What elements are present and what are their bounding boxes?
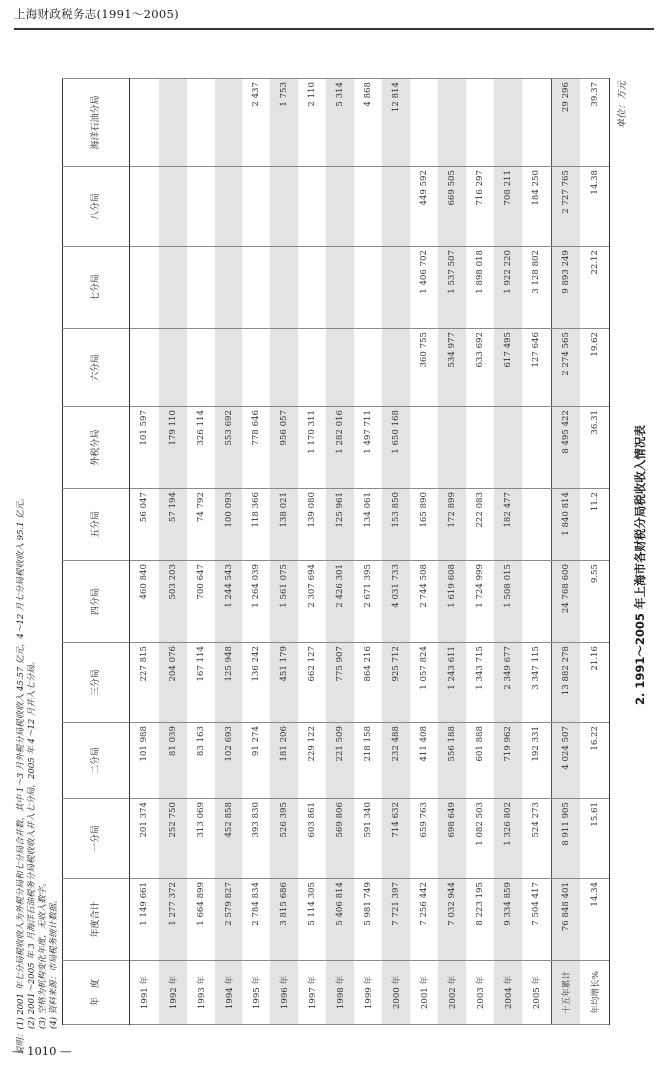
table-cell: 4 868 — [354, 79, 382, 167]
table-cell — [130, 329, 159, 407]
table-cell: 153 850 — [382, 489, 410, 561]
table-cell: 700 647 — [187, 561, 215, 643]
unit-label: 单位：万元 — [617, 81, 628, 129]
table-cell — [382, 247, 410, 329]
table-cell: 3 128 802 — [522, 247, 551, 329]
row-label: 2005 年 — [522, 961, 551, 1025]
table-cell: 36.31 — [580, 407, 609, 489]
table-row — [410, 79, 438, 1025]
row-label: 1999 年 — [354, 961, 382, 1025]
table-cell: 221 509 — [326, 723, 354, 799]
table-cell: 1 840 814 — [551, 489, 580, 561]
table-cell: 1 326 802 — [494, 799, 522, 879]
column-header: 二分局 — [63, 723, 130, 799]
table-cell: 1 724 999 — [466, 561, 494, 643]
table-row — [159, 79, 187, 1025]
table-cell: 125 961 — [326, 489, 354, 561]
table-cell: 2 437 — [242, 79, 270, 167]
table-cell: 222 083 — [466, 489, 494, 561]
table-cell: 2 727 765 — [551, 167, 580, 247]
table-row — [130, 79, 159, 1025]
table-cell: 659 763 — [410, 799, 438, 879]
table-row — [551, 79, 580, 1025]
table-cell: 2 349 677 — [494, 643, 522, 723]
row-label: 1995 年 — [242, 961, 270, 1025]
table-cell: 1 243 611 — [438, 643, 466, 723]
table-cell: 8 911 905 — [551, 799, 580, 879]
table-cell: 13 882 278 — [551, 643, 580, 723]
table-cell: 556 188 — [438, 723, 466, 799]
table-cell: 925 712 — [382, 643, 410, 723]
table-row — [494, 79, 522, 1025]
table-cell — [215, 79, 243, 167]
table-cell: 775 907 — [326, 643, 354, 723]
table-cell: 708 211 — [494, 167, 522, 247]
table-cell — [466, 79, 494, 167]
table-cell — [438, 79, 466, 167]
table-cell: 9 334 859 — [494, 879, 522, 961]
table-cell: 218 158 — [354, 723, 382, 799]
table-cell — [270, 167, 298, 247]
column-header: 八分局 — [63, 167, 130, 247]
table-cell — [298, 167, 326, 247]
table-cell — [242, 329, 270, 407]
table-cell: 1 149 661 — [130, 879, 159, 961]
table-cell: 1 561 075 — [270, 561, 298, 643]
note-line: 说明：(1) 2001 年七分局税收收入为外税分局和七分局合并数，其中 1～3 月外税分局税收收入 45.57 亿元，4～12 月七分局税收收入 95.1 亿元。 — [16, 493, 26, 1055]
table-cell: 553 692 — [215, 407, 243, 489]
table-cell: 1 282 016 — [326, 407, 354, 489]
table-row — [298, 79, 326, 1025]
table-cell: 3 815 686 — [270, 879, 298, 961]
table-cell — [159, 167, 187, 247]
table-cell: 83 163 — [187, 723, 215, 799]
table-cell: 4 024 507 — [551, 723, 580, 799]
table-cell — [382, 167, 410, 247]
row-label: 2000 年 — [382, 961, 410, 1025]
table-cell: 864 216 — [354, 643, 382, 723]
table-cell: 204 076 — [159, 643, 187, 723]
table-cell: 719 962 — [494, 723, 522, 799]
table-cell: 19.62 — [580, 329, 609, 407]
table-cell: 21.16 — [580, 643, 609, 723]
table-cell: 7 721 397 — [382, 879, 410, 961]
table-cell: 1 898 018 — [466, 247, 494, 329]
running-head: 上海财政税务志(1991～2005) — [14, 7, 179, 21]
table-cell — [354, 329, 382, 407]
table-cell — [242, 167, 270, 247]
table-cell: 313 069 — [187, 799, 215, 879]
note-line: (3) 空格为机构变化年度，无收入数字。 — [38, 878, 48, 1029]
note-line: (4) 资料来源：市局税务统计数据。 — [49, 895, 59, 1029]
table-cell — [159, 329, 187, 407]
table-cell: 5 314 — [326, 79, 354, 167]
table-cell — [130, 167, 159, 247]
table-cell — [382, 329, 410, 407]
column-header: 五分局 — [63, 489, 130, 561]
table-cell: 2 579 827 — [215, 879, 243, 961]
column-header: 六分局 — [63, 329, 130, 407]
table-row — [466, 79, 494, 1025]
table-cell: 101 988 — [130, 723, 159, 799]
table-row — [522, 79, 551, 1025]
table-cell: 134 061 — [354, 489, 382, 561]
table-cell: 9 893 249 — [551, 247, 580, 329]
table-cell — [159, 247, 187, 329]
table-cell — [298, 329, 326, 407]
table-cell: 449 592 — [410, 167, 438, 247]
table-row — [326, 79, 354, 1025]
table-cell — [522, 407, 551, 489]
table-cell: 526 395 — [270, 799, 298, 879]
table-cell: 2 307 694 — [298, 561, 326, 643]
table-cell: 1 277 372 — [159, 879, 187, 961]
table-cell: 5 114 305 — [298, 879, 326, 961]
table-title: 2. 1991～2005 年上海市各财税分局税收收入情况表 — [633, 425, 647, 705]
table-cell — [326, 167, 354, 247]
table-cell: 503 203 — [159, 561, 187, 643]
table-cell — [187, 79, 215, 167]
table-cell: 534 977 — [438, 329, 466, 407]
table-cell — [522, 489, 551, 561]
table-row — [354, 79, 382, 1025]
table-cell: 3 347 115 — [522, 643, 551, 723]
table-cell: 524 273 — [522, 799, 551, 879]
page-number: — 1010 — — [12, 1044, 72, 1058]
table-cell: 165 890 — [410, 489, 438, 561]
table-cell: 1 508 015 — [494, 561, 522, 643]
row-label: 1994 年 — [215, 961, 243, 1025]
table-cell: 1 343 715 — [466, 643, 494, 723]
table-cell: 1 650 168 — [382, 407, 410, 489]
table-cell — [298, 247, 326, 329]
table-cell: 7 504 417 — [522, 879, 551, 961]
table-cell: 714 632 — [382, 799, 410, 879]
table-row — [270, 79, 298, 1025]
table-cell: 8 495 422 — [551, 407, 580, 489]
row-label: 2002 年 — [438, 961, 466, 1025]
table-cell — [159, 79, 187, 167]
column-header: 七分局 — [63, 247, 130, 329]
row-label: 2001 年 — [410, 961, 438, 1025]
table-cell — [130, 79, 159, 167]
table-cell: 24 768 600 — [551, 561, 580, 643]
table-cell: 167 114 — [187, 643, 215, 723]
note-line: (2) 2001～2005 年 3 月海洋石油税务分局税收收入并入七分局，2005 年 4～12 月并入七分局。 — [27, 656, 37, 1029]
column-header: 一分局 — [63, 799, 130, 879]
table-cell: 669 505 — [438, 167, 466, 247]
table-cell: 591 340 — [354, 799, 382, 879]
table-cell: 232 488 — [382, 723, 410, 799]
table-cell: 1 244 543 — [215, 561, 243, 643]
table-body — [130, 79, 610, 1025]
table-cell — [354, 247, 382, 329]
table-cell: 182 477 — [494, 489, 522, 561]
table-cell: 57 194 — [159, 489, 187, 561]
table-cell: 778 646 — [242, 407, 270, 489]
table-row — [215, 79, 243, 1025]
table-cell: 452 858 — [215, 799, 243, 879]
table-cell: 411 408 — [410, 723, 438, 799]
table-cell: 8 223 195 — [466, 879, 494, 961]
row-label: 十五年累计 — [551, 961, 580, 1025]
table-cell: 1 406 702 — [410, 247, 438, 329]
table-cell: 393 830 — [242, 799, 270, 879]
table-cell: 1 619 608 — [438, 561, 466, 643]
row-label: 1998 年 — [326, 961, 354, 1025]
table-cell: 11.2 — [580, 489, 609, 561]
table-cell: 633 692 — [466, 329, 494, 407]
header-rule — [14, 28, 654, 30]
table-cell: 102 693 — [215, 723, 243, 799]
row-label: 1992 年 — [159, 961, 187, 1025]
table-cell: 1 057 824 — [410, 643, 438, 723]
table-cell: 617 495 — [494, 329, 522, 407]
table-cell — [187, 167, 215, 247]
table-cell: 9.55 — [580, 561, 609, 643]
table-cell: 1 537 507 — [438, 247, 466, 329]
table-cell — [466, 407, 494, 489]
table-row — [382, 79, 410, 1025]
table-cell: 252 750 — [159, 799, 187, 879]
table-cell: 181 206 — [270, 723, 298, 799]
table-cell: 662 127 — [298, 643, 326, 723]
table-cell: 569 806 — [326, 799, 354, 879]
table-cell — [326, 247, 354, 329]
table-cell: 201 374 — [130, 799, 159, 879]
table-cell: 601 888 — [466, 723, 494, 799]
column-header: 年 度 — [63, 961, 130, 1025]
table-cell: 4 031 733 — [382, 561, 410, 643]
row-label: 2003 年 — [466, 961, 494, 1025]
header-row — [63, 79, 130, 1025]
table-cell — [187, 329, 215, 407]
table-cell: 451 179 — [270, 643, 298, 723]
table-cell: 81 039 — [159, 723, 187, 799]
table-cell: 360 755 — [410, 329, 438, 407]
table-cell: 2 110 — [298, 79, 326, 167]
table-cell: 2 671 395 — [354, 561, 382, 643]
table-cell — [522, 79, 551, 167]
table-cell: 1 170 311 — [298, 407, 326, 489]
table-cell — [494, 79, 522, 167]
column-header: 海洋石油分局 — [63, 79, 130, 167]
table-cell: 100 093 — [215, 489, 243, 561]
table-cell: 1 664 899 — [187, 879, 215, 961]
table-cell: 76 848 401 — [551, 879, 580, 961]
table-cell: 2 426 301 — [326, 561, 354, 643]
table-cell — [187, 247, 215, 329]
column-header: 外税分局 — [63, 407, 130, 489]
table-cell: 1 264 039 — [242, 561, 270, 643]
table-cell: 229 122 — [298, 723, 326, 799]
table-cell — [270, 247, 298, 329]
notes — [16, 75, 60, 1055]
table-cell: 1 497 711 — [354, 407, 382, 489]
table-cell — [522, 561, 551, 643]
table-cell: 29 296 — [551, 79, 580, 167]
table-cell: 127 646 — [522, 329, 551, 407]
table-cell: 22.12 — [580, 247, 609, 329]
table-cell: 139 080 — [298, 489, 326, 561]
row-label: 1996 年 — [270, 961, 298, 1025]
table-cell: 14.38 — [580, 167, 609, 247]
table-cell: 2 784 834 — [242, 879, 270, 961]
column-header: 四分局 — [63, 561, 130, 643]
table-cell: 2 274 565 — [551, 329, 580, 407]
table-cell: 7 032 944 — [438, 879, 466, 961]
table-cell: 74 792 — [187, 489, 215, 561]
row-label: 1997 年 — [298, 961, 326, 1025]
row-label: 年均增长% — [580, 961, 609, 1025]
table-cell — [410, 79, 438, 167]
table-cell — [270, 329, 298, 407]
table-row — [187, 79, 215, 1025]
table-cell — [438, 407, 466, 489]
table-cell: 136 242 — [242, 643, 270, 723]
table-cell: 118 366 — [242, 489, 270, 561]
table-cell: 716 297 — [466, 167, 494, 247]
table-cell: 125 948 — [215, 643, 243, 723]
table-cell — [215, 247, 243, 329]
row-label: 1993 年 — [187, 961, 215, 1025]
table-cell: 15.61 — [580, 799, 609, 879]
table-cell: 192 331 — [522, 723, 551, 799]
table-cell: 2 744 508 — [410, 561, 438, 643]
table-cell: 5 406 814 — [326, 879, 354, 961]
rotated-table-page — [12, 75, 658, 1055]
table-cell: 101 597 — [130, 407, 159, 489]
column-header: 三分局 — [63, 643, 130, 723]
table-cell — [242, 247, 270, 329]
table-cell: 956 057 — [270, 407, 298, 489]
table-cell: 12 814 — [382, 79, 410, 167]
table-cell — [130, 247, 159, 329]
table-cell — [354, 167, 382, 247]
table-cell: 39.37 — [580, 79, 609, 167]
table-row — [438, 79, 466, 1025]
table-cell: 138 021 — [270, 489, 298, 561]
table-cell: 1 753 — [270, 79, 298, 167]
row-label: 1991 年 — [130, 961, 159, 1025]
table-cell: 179 110 — [159, 407, 187, 489]
table-cell: 184 250 — [522, 167, 551, 247]
table-cell: 460 840 — [130, 561, 159, 643]
table-cell: 1 082 503 — [466, 799, 494, 879]
table-cell — [410, 407, 438, 489]
table-cell: 56 047 — [130, 489, 159, 561]
table-cell: 603 861 — [298, 799, 326, 879]
table-row — [242, 79, 270, 1025]
table-cell: 7 256 442 — [410, 879, 438, 961]
table-cell: 1 922 220 — [494, 247, 522, 329]
table-cell — [215, 167, 243, 247]
table-row — [580, 79, 609, 1025]
table-cell: 698 649 — [438, 799, 466, 879]
table-cell: 91 274 — [242, 723, 270, 799]
table-cell — [494, 407, 522, 489]
table-cell: 326 114 — [187, 407, 215, 489]
row-label: 2004 年 — [494, 961, 522, 1025]
tax-revenue-table — [62, 78, 610, 1025]
table-cell: 172 899 — [438, 489, 466, 561]
table-cell: 16.22 — [580, 723, 609, 799]
table-cell — [326, 329, 354, 407]
table-cell: 227 815 — [130, 643, 159, 723]
table-cell — [215, 329, 243, 407]
table-cell: 5 981 749 — [354, 879, 382, 961]
column-header: 年度合计 — [63, 879, 130, 961]
table-cell: 14.34 — [580, 879, 609, 961]
